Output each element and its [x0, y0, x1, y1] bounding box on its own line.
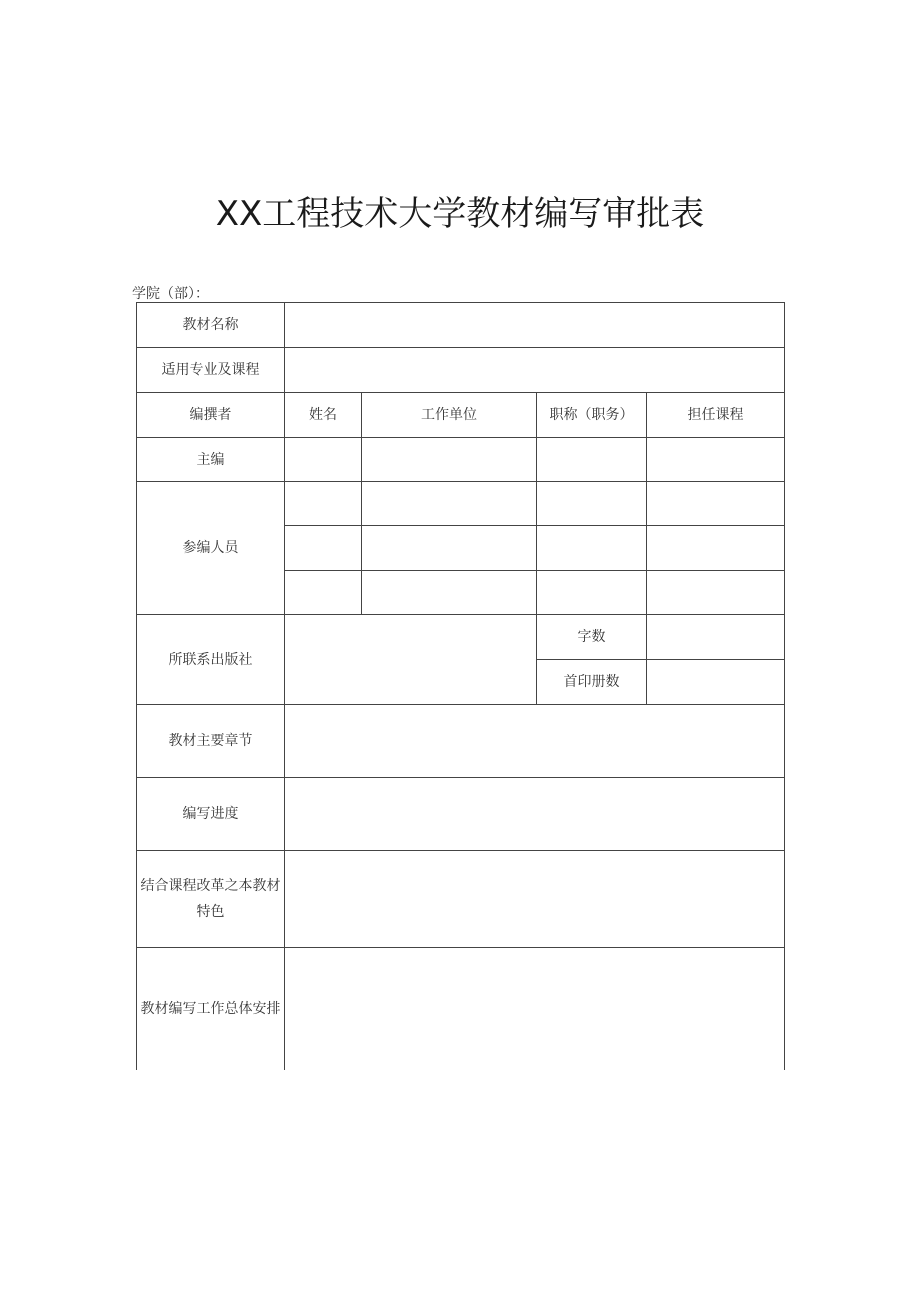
co-editor-unit-field[interactable]	[362, 571, 537, 615]
textbook-name-field[interactable]	[285, 303, 785, 348]
publisher-label: 所联系出版社	[137, 615, 285, 705]
arrangement-label: 教材编写工作总体安排	[140, 1000, 281, 1017]
column-header-course: 担任课程	[647, 393, 785, 438]
co-editor-name-field[interactable]	[285, 526, 362, 571]
row-textbook-name	[137, 303, 785, 348]
word-count-label: 字数	[537, 615, 647, 660]
authors-label: 编撰者	[137, 393, 285, 438]
co-editor-course-field[interactable]	[647, 482, 785, 526]
department-label: 学院（部）：	[132, 286, 209, 302]
features-label-cell	[137, 851, 285, 948]
row-progress	[137, 778, 785, 851]
co-editor-name-field[interactable]	[285, 482, 362, 526]
chief-editor-unit-field[interactable]	[362, 438, 537, 482]
textbook-name-label: 教材名称	[137, 303, 285, 348]
chief-editor-title-field[interactable]	[537, 438, 647, 482]
first-print-field[interactable]	[647, 660, 785, 705]
row-applicable-major	[137, 348, 785, 393]
progress-field[interactable]	[285, 778, 785, 851]
features-field[interactable]	[285, 851, 785, 948]
progress-label: 编写进度	[137, 778, 285, 851]
co-editor-unit-field[interactable]	[362, 526, 537, 571]
co-editor-unit-field[interactable]	[362, 482, 537, 526]
word-count-field[interactable]	[647, 615, 785, 660]
applicable-major-label: 适用专业及课程	[137, 348, 285, 393]
row-chief-editor	[137, 438, 785, 482]
co-editor-course-field[interactable]	[647, 571, 785, 615]
row-publisher	[137, 615, 785, 660]
co-editors-label: 参编人员	[137, 482, 285, 615]
co-editor-title-field[interactable]	[537, 482, 647, 526]
applicable-major-field[interactable]	[285, 348, 785, 393]
chief-editor-label: 主编	[137, 438, 285, 482]
features-label: 结合课程改革之本教材特色	[140, 878, 281, 920]
column-header-title: 职称（职务）	[537, 393, 647, 438]
arrangement-field[interactable]	[285, 948, 785, 1070]
main-chapters-field[interactable]	[285, 705, 785, 778]
first-print-label: 首印册数	[537, 660, 647, 705]
column-header-name: 姓名	[285, 393, 362, 438]
chief-editor-name-field[interactable]	[285, 438, 362, 482]
row-authors-header	[137, 393, 785, 438]
co-editor-title-field[interactable]	[537, 571, 647, 615]
main-chapters-label: 教材主要章节	[137, 705, 285, 778]
row-main-chapters	[137, 705, 785, 778]
approval-form-table	[136, 302, 785, 1070]
co-editor-title-field[interactable]	[537, 526, 647, 571]
row-arrangement	[137, 948, 785, 1070]
publisher-field[interactable]	[285, 615, 537, 705]
column-header-work-unit: 工作单位	[362, 393, 537, 438]
row-co-editor	[137, 482, 785, 526]
page-title: XX工程技术大学教材编写审批表	[215, 194, 705, 234]
row-features	[137, 851, 785, 948]
co-editor-course-field[interactable]	[647, 526, 785, 571]
arrangement-label-cell	[137, 948, 285, 1070]
chief-editor-course-field[interactable]	[647, 438, 785, 482]
co-editor-name-field[interactable]	[285, 571, 362, 615]
